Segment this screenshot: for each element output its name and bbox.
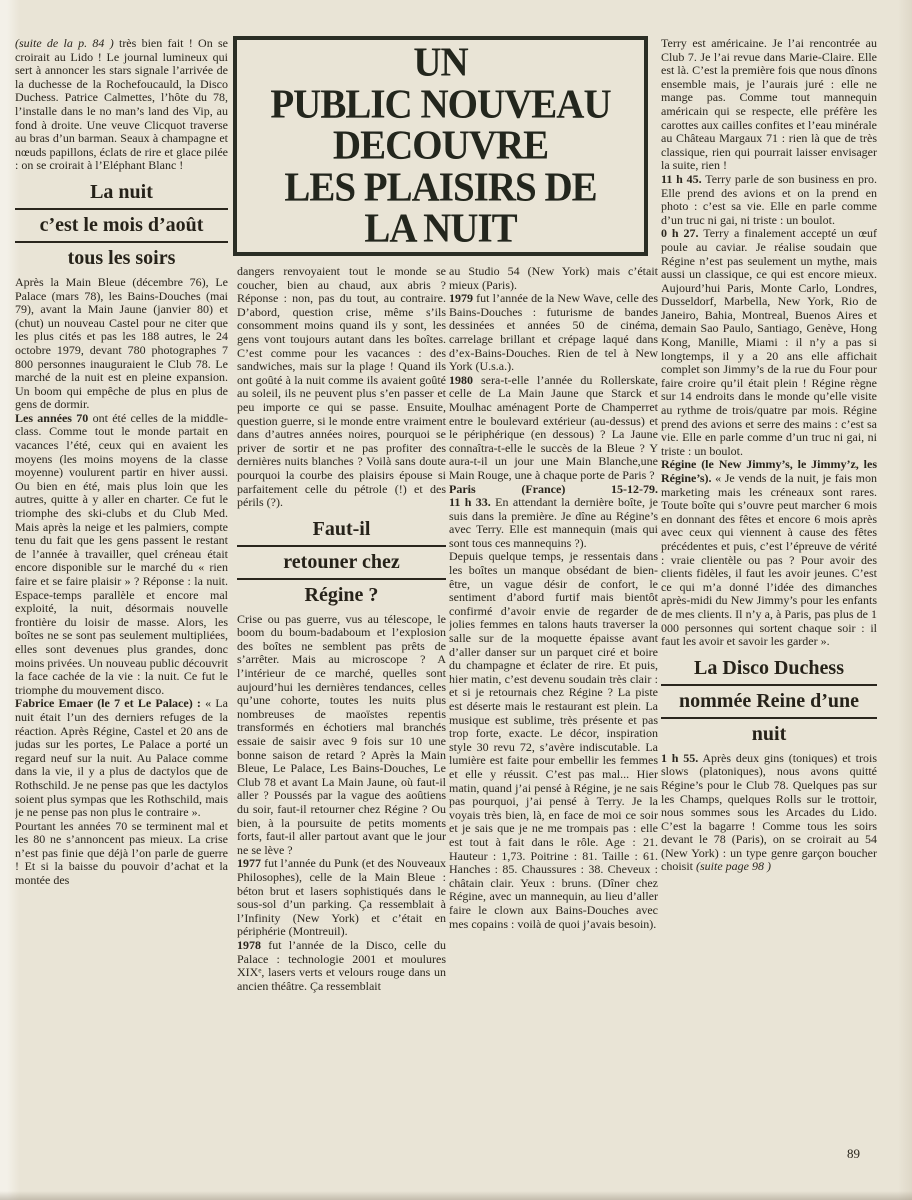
heading-line: c’est le mois d’août bbox=[15, 212, 228, 243]
paragraph-text: fut l’année du Punk (et des Nouveaux Philosophes), celle de la Main Bleue : béton brut et lasers sophistiqués dans le sous-sol d’un parking. Ça ressemblait à l’Infinity (New York) et c’était en périphérie (Montreuil). bbox=[237, 856, 446, 939]
paragraph bbox=[15, 820, 228, 888]
paragraph-text: fut l’année de la New Wave, celle des Bains-Douches : futurisme de bandes dessinées et années 50 de cinéma, carrelage brillant et crépage laqué dans d’ex-Bains-Douches. Rien de tel à New York (U.s.a.). bbox=[449, 291, 658, 374]
headline-box bbox=[233, 36, 648, 256]
paragraph-text: « La nuit était l’un des derniers refuges de la réaction. Après Régine, Castel et 20 ans de judas sur les portes, Le Palace a porté un regard neuf sur la nuit. Au Palace comme dans la vie, il y a plus de dactylos que de Rothschild. Je ne pense pas que les dactylos soient plus sympas que les Rothschild, mais je ne pense pas non plus le contraire ». bbox=[15, 696, 228, 820]
paragraph-lead: 1980 bbox=[449, 372, 473, 387]
paragraph-text: « Je vends de la nuit, je fais mon marketing mais les créneaux sont rares. Toute boîte qui s’ouvre peut marcher 6 mois en donnant des fêtes et encore 6 mois après avec ceux qui viennent à cause des fêtes précédentes et puis, c’est l’épreuve de vérité : vraie clientèle ou pas ? Pour avoir des clients fidèles, il faut les avoir jeunes. C’est ce qui m’a donné l’idée des dimanches après-midi du New Jimmy’s pour les enfants de mes clients. Il n’y a, à Paris, pas plus de 1 000 personnes qui sortent chaque soir : il faut les avoir et savoir les garder ». bbox=[661, 471, 877, 649]
paragraph bbox=[449, 265, 658, 292]
paragraph-0h27 bbox=[661, 227, 877, 458]
headline-line-1: UN bbox=[413, 39, 468, 86]
paragraph-text: Crise ou pas guerre, vus au télescope, le boom du boum-badaboum et l’explosion des boîtes ne semblent pas prêts de s’arrêter. Mais au microscope ? A l’intérieur de ce marché, quelles sont aujourd’hui les dernières tendances, celles qu’une cohorte, toutes les nuits plus nombreuses de maoïstes repentis transformés en échotiers mal branchés essaie de saisir avec 9 fois sur 10 une bonne saison de retard ? Après la Main Bleue, Le Palace, Les Bains-Douches, Le Club 78 et avant La Main Jaune, où faut-il aller ? Poussés par la vague des aoûtiens du soir, faut-il retourner chez Régine ? Ou bien, à la poursuite de petits moments forts, faut-il aller partout avant que le jour ne se lève ? bbox=[237, 611, 446, 857]
section-heading-faut-il bbox=[237, 516, 446, 608]
continuation-note: (suite de la p. 84 ) bbox=[15, 37, 114, 50]
paragraph-text: Terry parle de son business en pro. Elle prend des avions et on la prend en photo : c’est sa vie. Elle en parle comme d’un truc ni gai, ni triste : un boulot. bbox=[661, 171, 877, 227]
paragraph-1h55 bbox=[661, 752, 877, 874]
paragraph-text: dangers renvoyaient tout le monde se coucher, bien au chaud, aux abris ? Réponse : non, pas du tout, au contraire. D’abord, question crise, même s’ils consomment moins quand ils y sont, les gens vont toujours autant dans les boîtes. C’est comme pour les vacances : des sandwiches, mais sur la plage ! Quand ils ont goûté à la nuit comme ils avaient goûté au soleil, ils ne peuvent plus s’en passer et peu importe ce qui se passe. Ensuite, question guerre, si le monde entre vraiment dans d’autres années noires, pourquoi se priver de sortir et ne pas profiter des dernières nuits blanches ? Voilà sans doute pourquoi la courbe des plaisirs épouse si parfaitement celle du pétrole (!) et des périls (?). bbox=[237, 265, 446, 510]
paragraph-lead: 1977 bbox=[237, 856, 261, 871]
paragraph-quote-regine bbox=[661, 458, 877, 648]
paragraph-lead: Régine (le New Jimmy’s, le Jimmy’z, les Régine’s). bbox=[661, 457, 877, 485]
paragraph-1978 bbox=[237, 939, 446, 993]
paragraph-text: Après deux gins (toniques) et trois slows (platoniques), nous avons quitté Régine’s pour le Club 78. Quelques pas sur les Champs, quelques Rolls sur le trottoir, nous sommes sous les Arcades du Lido. C’est la bagarre ! Comme tous les soirs devant le 78 (Paris), on se croirait au 54 (New York) : un type genre garçon boucher choisit bbox=[661, 750, 877, 874]
headline-line-5: LA NUIT bbox=[364, 205, 517, 252]
column-3 bbox=[449, 265, 658, 1158]
section-heading-disco-duchess bbox=[661, 655, 877, 747]
paragraph bbox=[237, 613, 446, 858]
section-heading-la-nuit bbox=[15, 179, 228, 271]
heading-line: La nuit bbox=[15, 179, 228, 210]
paragraph bbox=[237, 265, 446, 510]
paragraph-text: très bien fait ! On se croirait au Lido ! Le journal lumineux qui sert à annoncer les stars signale l’arrivée de la duchesse de la Rochefoucauld, la Disco Duchess. Patrice Calmettes, l’hôte du 78, l’installe dans le no man’s land des Vip, au fond à droite. Une veuve Clicquot traverse au bras d’un barman. Seaux à champagne et nœuds papillons, éclats de rire et glace pilée : on se croirait à l’Eléphant Blanc ! bbox=[15, 37, 228, 173]
paragraph-1977 bbox=[237, 857, 446, 939]
paragraph-lead: 11 h 45. bbox=[661, 171, 702, 186]
heading-line: La Disco Duchess bbox=[661, 655, 877, 686]
paragraph-text: au Studio 54 (New York) mais c’était mieux (Paris). bbox=[449, 265, 658, 292]
paragraph-11h45 bbox=[661, 173, 877, 227]
paragraph-continuation bbox=[15, 37, 228, 173]
paragraph-1979 bbox=[449, 292, 658, 374]
paragraph bbox=[15, 412, 228, 697]
paragraph-text: sera-t-elle l’année du Rollerskate, celle de La Main Jaune que Starck et Moulhac aménagent Porte de Champerret entre le boulevard extérieur (au-dessus) et le périphérique (en dessous) ? La Jaune connaîtra-t-elle le succès de la Bleue ? Y aura-t-il un jour une Main Blanche,une Main Rouge, une à chaque porte de Paris ? bbox=[449, 372, 658, 482]
heading-line: nuit bbox=[751, 722, 787, 745]
paragraph-diary bbox=[449, 483, 658, 551]
paragraph-text: ont été celles de la middle-class. Comme tout le monde partait en vacances l’été, ceux qui en avaient les moyens (les moins moyens de la classe moyenne) voulurent partir en hiver aussi. Ou bien en été, mais plus loin que les autres, quitte à y aller en charter. Ce fut le triomphe des ski-clubs et du Club Med. Mais après la neige et les palmiers, compte tenu du fait que les gens passent le restant de l’année à travailler, quel créneau était encore disponible sur le marché du « rien faire et se faire plaisir » ? Réponse : la nuit. Espace-temps parallèle et encore mal exploité, la nuit, désormais nouvelle frontière du loisir de masse. Alors, les boîtes ne se sont pas seulement multipliées, elles sont devenues plus grandes, donc moins privées. Un nouveau public découvrit la face cachée de la vie : la nuit. Ce fut le triomphe du mouvement disco. bbox=[15, 410, 228, 697]
paragraph bbox=[449, 550, 658, 931]
headline-line-2: PUBLIC NOUVEAU bbox=[270, 81, 611, 128]
dateline: Paris (France) 15-12-79. bbox=[449, 481, 658, 496]
column-2 bbox=[237, 265, 446, 1158]
paragraph-lead: Fabrice Emaer (le 7 et Le Palace) : bbox=[15, 696, 201, 711]
heading-line: retouner chez bbox=[237, 549, 446, 580]
paragraph-text: fut l’année de la Disco, celle du Palace : technologie 2001 et moulures XIXᵉ, lasers verts et velours rouge dans un ancien théâtre. Ça ressemblait bbox=[237, 937, 446, 993]
paragraph-quote-emaer bbox=[15, 697, 228, 819]
headline-line-4: LES PLAISIRS DE bbox=[284, 164, 597, 211]
paragraph-lead: 1979 bbox=[449, 291, 473, 306]
heading-line: tous les soirs bbox=[67, 246, 176, 269]
heading-line: Faut-il bbox=[237, 516, 446, 547]
paragraph-text: Pourtant les années 70 se terminent mal et les 80 ne s’annoncent pas mieux. La crise n’est pas finie que déjà l’on parle de guerre ! Et si la baisse du pouvoir d’achat et la montée des bbox=[15, 818, 228, 888]
paragraph-text: Depuis quelque temps, je ressentais dans les boîtes un manque obsédant de bien-être, un vague désir de confort, le sentiment d’abord furtif mais bientôt confirmé d’avoir envie de regarder de jolies femmes en talons hauts traverser la salle sur de la moquette épaisse avant d’aller danser sur un parquet ciré et boire du champagne et éclater de rire. Et puis, hier matin, c’est devenu soudain très clair : et si je retournais chez Régine ? La piste est déserte mais le restaurant est plein. La musique est sublime, très présente et pas trop forte, exacte. Le décor, inspiration style 30 revu 72, s’avère indiscutable. La lumière est faite pour embellir les femmes et elle y réussit. C’est pas mal... Hier matin, quand j’ai pensé à Régine, je ne sais pas pourquoi, j’ai pensé à Terry. Je la voyais très bien, là, en face de moi ce soir et je sais que je ne me trompais pas : elle est tout à fait dans le rôle. Age : 21. Hauteur : 1,73. Poitrine : 81. Taille : 61. Hanches : 85. Chaussures : 38. Cheveux : châtain clair. Yeux : bruns. (Dîner chez Régine, avec un mannequin, au lieu d’aller faire le clown aux Bains-Douches avec mes copains : voilà de quoi j’avais besoin). bbox=[449, 549, 658, 931]
page-number: 89 bbox=[847, 1146, 860, 1161]
paragraph-text: En attendant la dernière boîte, je suis dans la première. Je dîne au Régine’s avec Terry. Elle est mannequin (mais qui sont tous ces mannequins ?). bbox=[449, 495, 658, 550]
paragraph-text: Terry a finalement accepté un œuf poule au caviar. Je réalise soudain que Régine n’est pas seulement un mythe, mais aussi un classique, ce qui est encore mieux. Aujourd’hui Paris, Monte Carlo, Londres, Dusseldorf, Marbella, New York, Rio de Janeiro, Bahia, Montreal, Buenos Aires et demain Sao Paulo, Santiago, Genève, Hong Kong, Manille, Miami : il n’y a pas si longtemps, il y a 20 ans elle affichait complet son Jimmy’s de la rue du Four pour faire croire qu’il était plein ! Régine règne sur 14 endroits dans le monde qu’elle visite au rythme de trois/quatre par mois. Régine prend des avions et serre des mains : c’est sa vie. Elle en parle comme d’un truc ni gai, ni triste : un boulot. bbox=[661, 226, 877, 458]
paragraph-text: Terry est américaine. Je l’ai rencontrée au Club 7. Je l’ai revue dans Marie-Claire. Elle est là. C’est la première fois que nous dînons ensemble mais, je l’aurais juré : elle ne mange pas. Comme tout mannequin américain qui se respecte, elle préfère les carottes aux cailles confites et l’eau minérale au Château Margaux 71 : rien là que de très classique, rien qui pourrait laisser envisager la suite, rien ! bbox=[661, 37, 877, 173]
paragraph-1980 bbox=[449, 374, 658, 483]
headline-line-3: DECOUVRE bbox=[332, 122, 549, 169]
continued-note: (suite page 98 ) bbox=[696, 859, 771, 874]
paragraph bbox=[15, 276, 228, 412]
paragraph-lead: 0 h 27. bbox=[661, 226, 699, 241]
heading-line: nommée Reine d’une bbox=[661, 688, 877, 719]
column-4 bbox=[661, 37, 877, 1165]
paragraph bbox=[661, 37, 877, 173]
paragraph-lead: 11 h 33. bbox=[449, 495, 491, 510]
paragraph-lead: Les années 70 bbox=[15, 410, 89, 425]
heading-line: Régine ? bbox=[304, 583, 379, 606]
column-1 bbox=[15, 37, 228, 1089]
paragraph-text: Après la Main Bleue (décembre 76), Le Palace (mars 78), les Bains-Douches (mai 79), avant la Main Jaune (janvier 80) et (chut) un nouveau Castel pour ne citer que les plus cités et pas les 188 autres, le 24 octobre 1979, devant 780 photographes 7 800 personnes inauguraient le Club 78. Le marché de la nuit est en pleine expansion. Un boom qui empêche de plus en plus de gens de dormir. bbox=[15, 274, 228, 412]
paragraph-lead: 1978 bbox=[237, 937, 261, 952]
paragraph-lead: 1 h 55. bbox=[661, 750, 699, 765]
